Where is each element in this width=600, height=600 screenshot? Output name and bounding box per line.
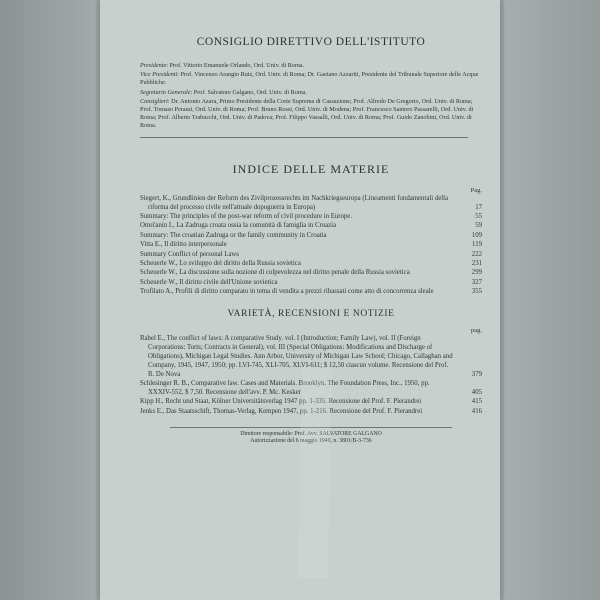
book-cover-right	[504, 0, 600, 600]
council-entry: Segretario Generale: Prof. Salvatore Galgano, Ord. Univ. di Roma.	[140, 88, 307, 96]
variety-entry: Jenks E., Das Staatsschift, Thomas-Verlag, Kempen 1947, pp. 1-216. Recensione del Prof. F. Pierandrei 416	[140, 407, 482, 415]
council-title: CONSIGLIO DIRETTIVO DELL'ISTITUTO	[196, 36, 426, 48]
index-entry: Scheuerle W., Il diritto civile dell'Unione sovietica 327	[140, 278, 482, 286]
index-entry: Summary: The croatian Zadruga or the family community in Croatia 109	[140, 231, 482, 239]
index-entry: Scheuerle W., Lo sviluppo del diritto della Russia sovietica 231	[140, 259, 482, 267]
book-cover-left	[0, 0, 96, 600]
council-entry: Presidente: Prof. Vittorio Emanuele Orlando, Ord. Univ. di Roma.	[140, 62, 305, 69]
index-entry: Summary: The principles of the post-war reform of civil procedure in Europe. 55	[140, 212, 482, 220]
index-entry: Siegert, K., Grundlinien der Reform des Zivilprozessrechts im Nachkriegseuropa (Lineamenti fondamentali della riforma del processo civile nell'attuale dopoguerra in Europa) 17	[140, 194, 482, 211]
imprint-authorization: Autorizzazione del 6 maggio 1949, n. 3801/B-3-736	[250, 438, 372, 445]
index-entry: Summary Conflict of personal Laws 222	[140, 250, 482, 258]
council-list	[140, 62, 482, 131]
index-title: INDICE DELLE MATERIE	[232, 161, 390, 176]
variety-title: VARIETÀ, RECENSIONI E NOTIZIE	[227, 309, 395, 320]
council-entry: Consiglieri: Dr. Antonio Azara, Primo Presidente della Corte Suprema di Cassazione; Prof. Alfredo De Gregorio, Ord. Univ. di Roma; Prof. Tomaso Perassi, Ord. Univ. di Roma; Prof. Bruno Rossi, Ord. Univ. di Modena; Prof. Francesco Santoro Passarelli, Ord. Univ. di Roma; Prof. Alberto Trabucchi, Ord. Univ. di Padova; Prof. Filippo Vassalli, Ord. Univ. di Roma; Prof. Guido Zanobini, Ord. Univ. di Roma.	[140, 97, 474, 130]
page-column-label: Pag.	[470, 186, 482, 194]
index-entry: Vitta E., Il diritto interpersonale 119	[140, 241, 482, 249]
index-entry: Scheuerle W., La discussione sulla nozione di colpevolezza nel diritto penale della Russia sovietica 299	[140, 269, 482, 277]
index-entry: Omrčanin I., La Zadruga croata ossia la comunità di famiglia in Croazia 59	[140, 222, 482, 230]
variety-entry: Schlesinger R. B., Comparative law. Cases and Materials. Brooklyn, The Foundation Press, Inc., 1950, pp. XXXIV-552, $ 7,50. Recensione dell'avv. P. Mc. Kesker 405	[140, 380, 482, 397]
variety-entry: Kipp H., Recht und Staat, Kölner Universitätsverlag 1947 pp. 1-335. Recensione del Prof. F. Pierandrei 415	[140, 398, 482, 406]
page-column-label: pag.	[470, 327, 482, 335]
index-list	[140, 195, 482, 297]
divider	[140, 137, 468, 138]
imprint-director: Direttore responsabile: Prof. Avv. SALVATORE GALGANO	[240, 430, 382, 437]
council-entry: Vice Presidenti: Prof. Vincenzo Arangio Ruiz, Ord. Univ. di Roma; Dr. Gaetano Azzariti, Presidente del Tribunale Superiore delle Acque Pubbliche.	[140, 71, 479, 87]
index-entry: Trofilato A., Profili di diritto comparato in tema di vendita a prezzi ribassati come atto di concorrenza sleale 355	[140, 288, 482, 296]
variety-entry: Rabel E., The conflict of laws: A comparative Study. vol. I (Introduction; Family Law), vol. II (Foreign Corporations: Torts; Contracts in General), vol. III (Special Obligations: Modifications and Discharge of Obligations), Michigan Legal Studies. Ann Arbor, University of Michigan Law School; Chicago, Callaghan and Company, 1945, 1947, 1950; pp. LVI-745, XLI-705, XLVI-611; $ 12,50 ciascun volume. Recensione del Prof. R. De Nova 379	[140, 335, 482, 378]
tape-strip	[298, 368, 332, 578]
